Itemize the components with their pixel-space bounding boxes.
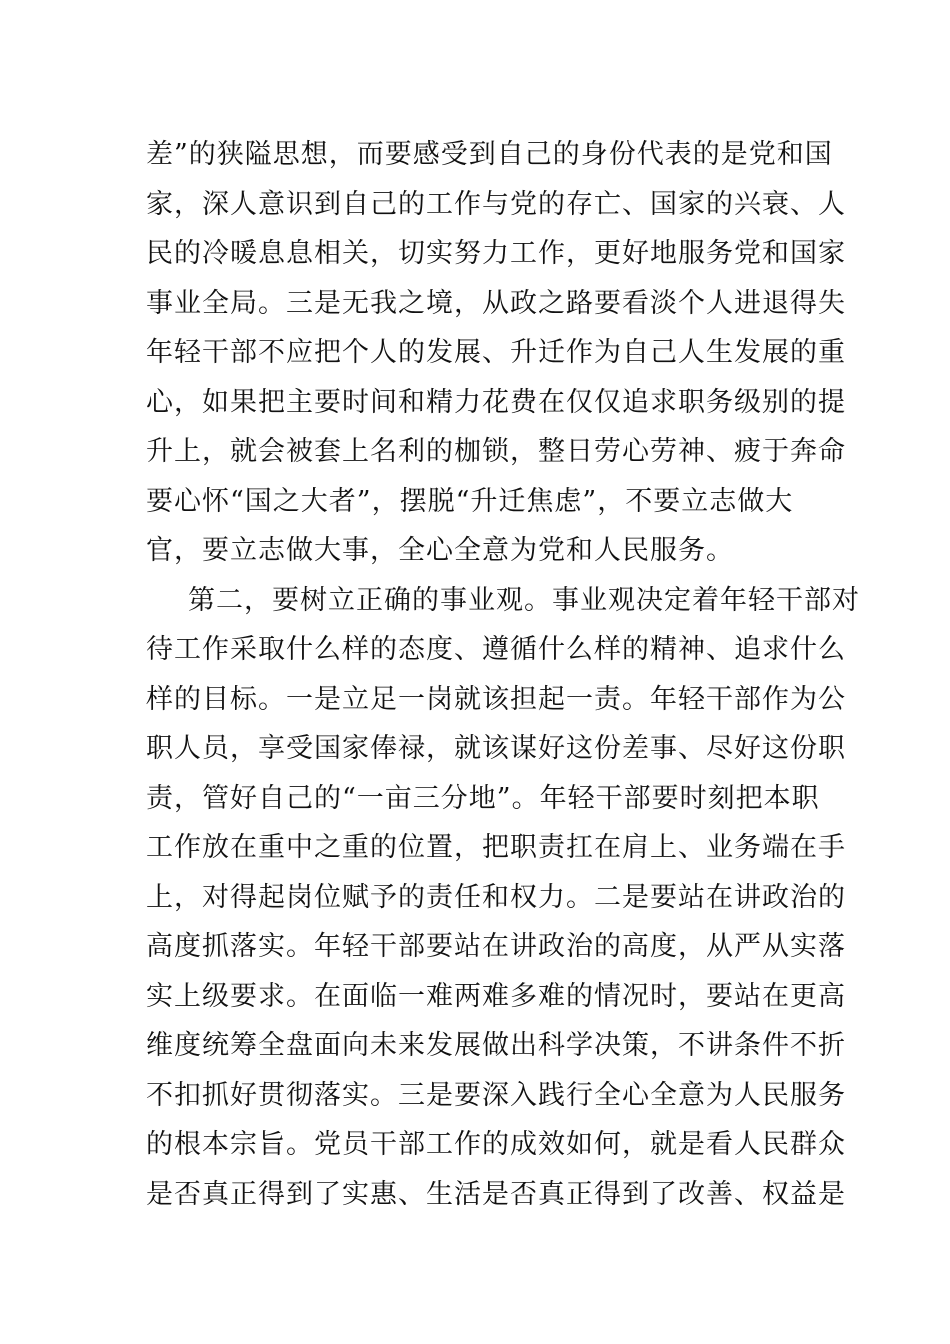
text-line-17: 高度抓落实。年轻干部要站在讲政治的高度，从严从实落 xyxy=(146,931,846,962)
text-line-13: 职人员，享受国家俸禄，就该谋好这份差事、尽好这份职 xyxy=(146,733,846,764)
text-line-9: 官，要立志做大事，全心全意为党和人民服务。 xyxy=(146,535,734,566)
paragraph-start-line: 第二，要树立正确的事业观。事业观决定着年轻干部对 xyxy=(188,584,860,616)
text-line-18: 实上级要求。在面临一难两难多难的情况时，要站在更高 xyxy=(146,980,846,1012)
text-line-7: 升上，就会被套上名利的枷锁，整日劳心劳神、疲于奔命 xyxy=(146,436,846,467)
text-line-14: 责，管好自己的“一亩三分地”。年轻干部要时刻把本职 xyxy=(146,782,820,814)
text-line-6: 心，如果把主要时间和精力花费在仅仅追求职务级别的提 xyxy=(146,386,846,418)
text-line-4: 事业全局。三是无我之境，从政之路要看淡个人进退得失 xyxy=(146,287,846,319)
text-line-16: 上，对得起岗位赋予的责任和权力。二是要站在讲政治的 xyxy=(146,881,846,913)
text-line-2: 家，深人意识到自己的工作与党的存亡、国家的兴衰、人 xyxy=(146,188,846,220)
text-line-19: 维度统筹全盘面向未来发展做出科学决策，不讲条件不折 xyxy=(146,1030,846,1061)
text-line-11: 待工作采取什么样的态度、遵循什么样的精神、追求什么 xyxy=(146,634,846,665)
text-line-22: 是否真正得到了实惠、生活是否真正得到了改善、权益是 xyxy=(146,1178,846,1210)
text-line-5: 年轻干部不应把个人的发展、升迁作为自己人生发展的重 xyxy=(146,337,846,368)
text-line-21: 的根本宗旨。党员干部工作的成效如何，就是看人民群众 xyxy=(146,1129,846,1160)
body-text xyxy=(146,130,860,1219)
text-line-20: 不扣抓好贯彻落实。三是要深入践行全心全意为人民服务 xyxy=(146,1079,846,1111)
text-line-15: 工作放在重中之重的位置，把职责扛在肩上、业务端在手 xyxy=(146,832,846,863)
text-line-3: 民的冷暖息息相关，切实努力工作，更好地服务党和国家 xyxy=(146,238,846,269)
text-line-1: 差”的狭隘思想，而要感受到自己的身份代表的是党和国 xyxy=(146,139,833,170)
text-line-8: 要心怀“国之大者”，摆脱“升迁焦虑”，不要立志做大 xyxy=(146,485,794,517)
text-line-12: 样的目标。一是立足一岗就该担起一责。年轻干部作为公 xyxy=(146,683,846,715)
